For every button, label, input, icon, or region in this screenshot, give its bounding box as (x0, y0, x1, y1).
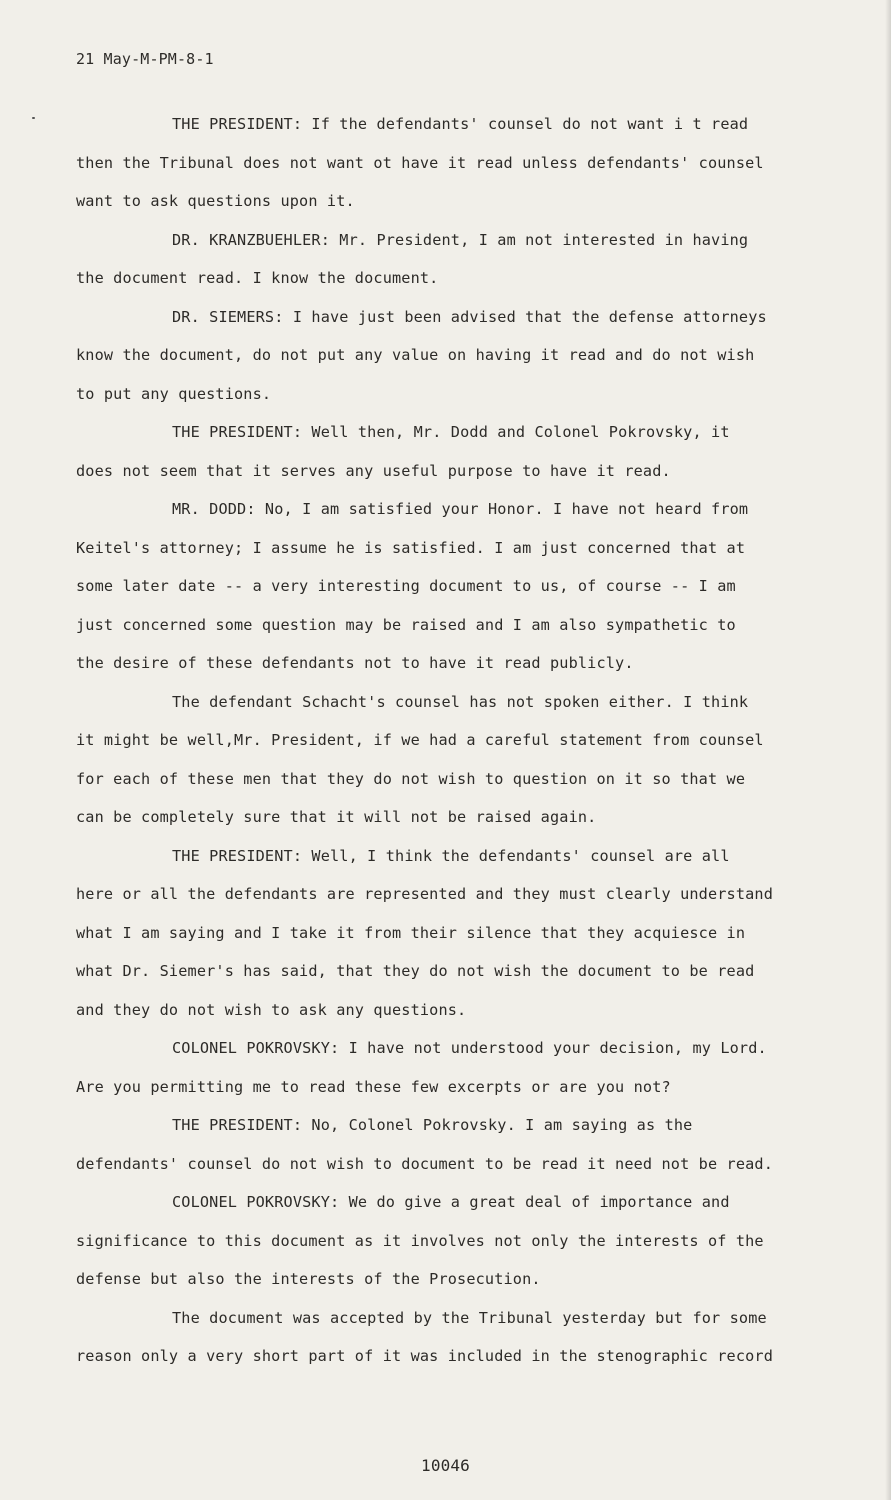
paragraph-line: some later date -- a very interesting document to us, of course -- I am (76, 577, 736, 595)
paragraph-line: can be completely sure that it will not be raised again. (76, 808, 597, 826)
paragraph-line: the document read. I know the document. (76, 269, 439, 287)
paragraph-line: and they do not wish to ask any questions. (76, 1000, 467, 1019)
page-edge-shadow (885, 0, 891, 1500)
paragraph-line: to put any questions. (76, 384, 272, 403)
paragraph-line: significance to this document as it involves not only the interests of the (76, 1231, 764, 1250)
page-header: 21 May-M-PM-8-1 (76, 50, 214, 68)
paragraph-line: what Dr. Siemer's has said, that they do not wish the document to be read (76, 962, 755, 980)
transcript-body (76, 112, 801, 1383)
paragraph-line: then the Tribunal does not want ot have it read unless defendants' counsel (76, 153, 764, 172)
paragraph-line: Keitel's attorney; I assume he is satisfied. I am just concerned that at (76, 538, 746, 557)
paragraph-line: what I am saying and I take it from their silence that they acquiesce in (76, 923, 746, 942)
paragraph-first-line: THE PRESIDENT: Well, I think the defendants' counsel are all (172, 846, 730, 865)
paragraph-first-line: THE PRESIDENT: Well then, Mr. Dodd and Colonel Pokrovsky, it (172, 423, 730, 441)
paragraph-first-line: The document was accepted by the Tribunal yesterday but for some (172, 1308, 767, 1327)
paragraph-line: defendants' counsel do not wish to document to be read it need not be read. (76, 1154, 774, 1173)
paragraph-line: the desire of these defendants not to have it read publicly. (76, 654, 634, 672)
paragraph-first-line: The defendant Schacht's counsel has not spoken either. I think (172, 692, 749, 711)
paragraph-first-line: THE PRESIDENT: No, Colonel Pokrovsky. I am saying as the (172, 1116, 693, 1134)
paragraph-line: know the document, do not put any value on having it read and do not wish (76, 346, 755, 364)
paragraph-line: just concerned some question may be raised and I am also sympathetic to (76, 615, 736, 634)
paragraph-first-line: COLONEL POKROVSKY: I have not understood your decision, my Lord. (172, 1039, 767, 1057)
paragraph-line: here or all the defendants are represented and they must clearly understand (76, 885, 774, 903)
paragraph-line: reason only a very short part of it was included in the stenographic record (76, 1347, 774, 1365)
page-number: 10046 (421, 1456, 470, 1475)
paragraph-line: does not seem that it serves any useful purpose to have it read. (76, 461, 671, 480)
margin-mark (32, 117, 35, 119)
paragraph-line: Are you permitting me to read these few excerpts or are you not? (76, 1077, 671, 1096)
paragraph-first-line: DR. KRANZBUEHLER: Mr. President, I am not interested in having (172, 230, 749, 249)
paragraph-line: want to ask questions upon it. (76, 192, 355, 210)
paragraph-first-line: COLONEL POKROVSKY: We do give a great deal of importance and (172, 1193, 730, 1211)
paragraph-first-line: THE PRESIDENT: If the defendants' counsel do not want i t read (172, 115, 749, 133)
paragraph-first-line: DR. SIEMERS: I have just been advised that the defense attorneys (172, 307, 767, 326)
paragraph-line: defense but also the interests of the Prosecution. (76, 1270, 541, 1288)
paragraph-first-line: MR. DODD: No, I am satisfied your Honor. I have not heard from (172, 500, 749, 518)
paragraph-line: it might be well,Mr. President, if we had a careful statement from counsel (76, 731, 764, 749)
paragraph-line: for each of these men that they do not wish to question on it so that we (76, 769, 746, 788)
